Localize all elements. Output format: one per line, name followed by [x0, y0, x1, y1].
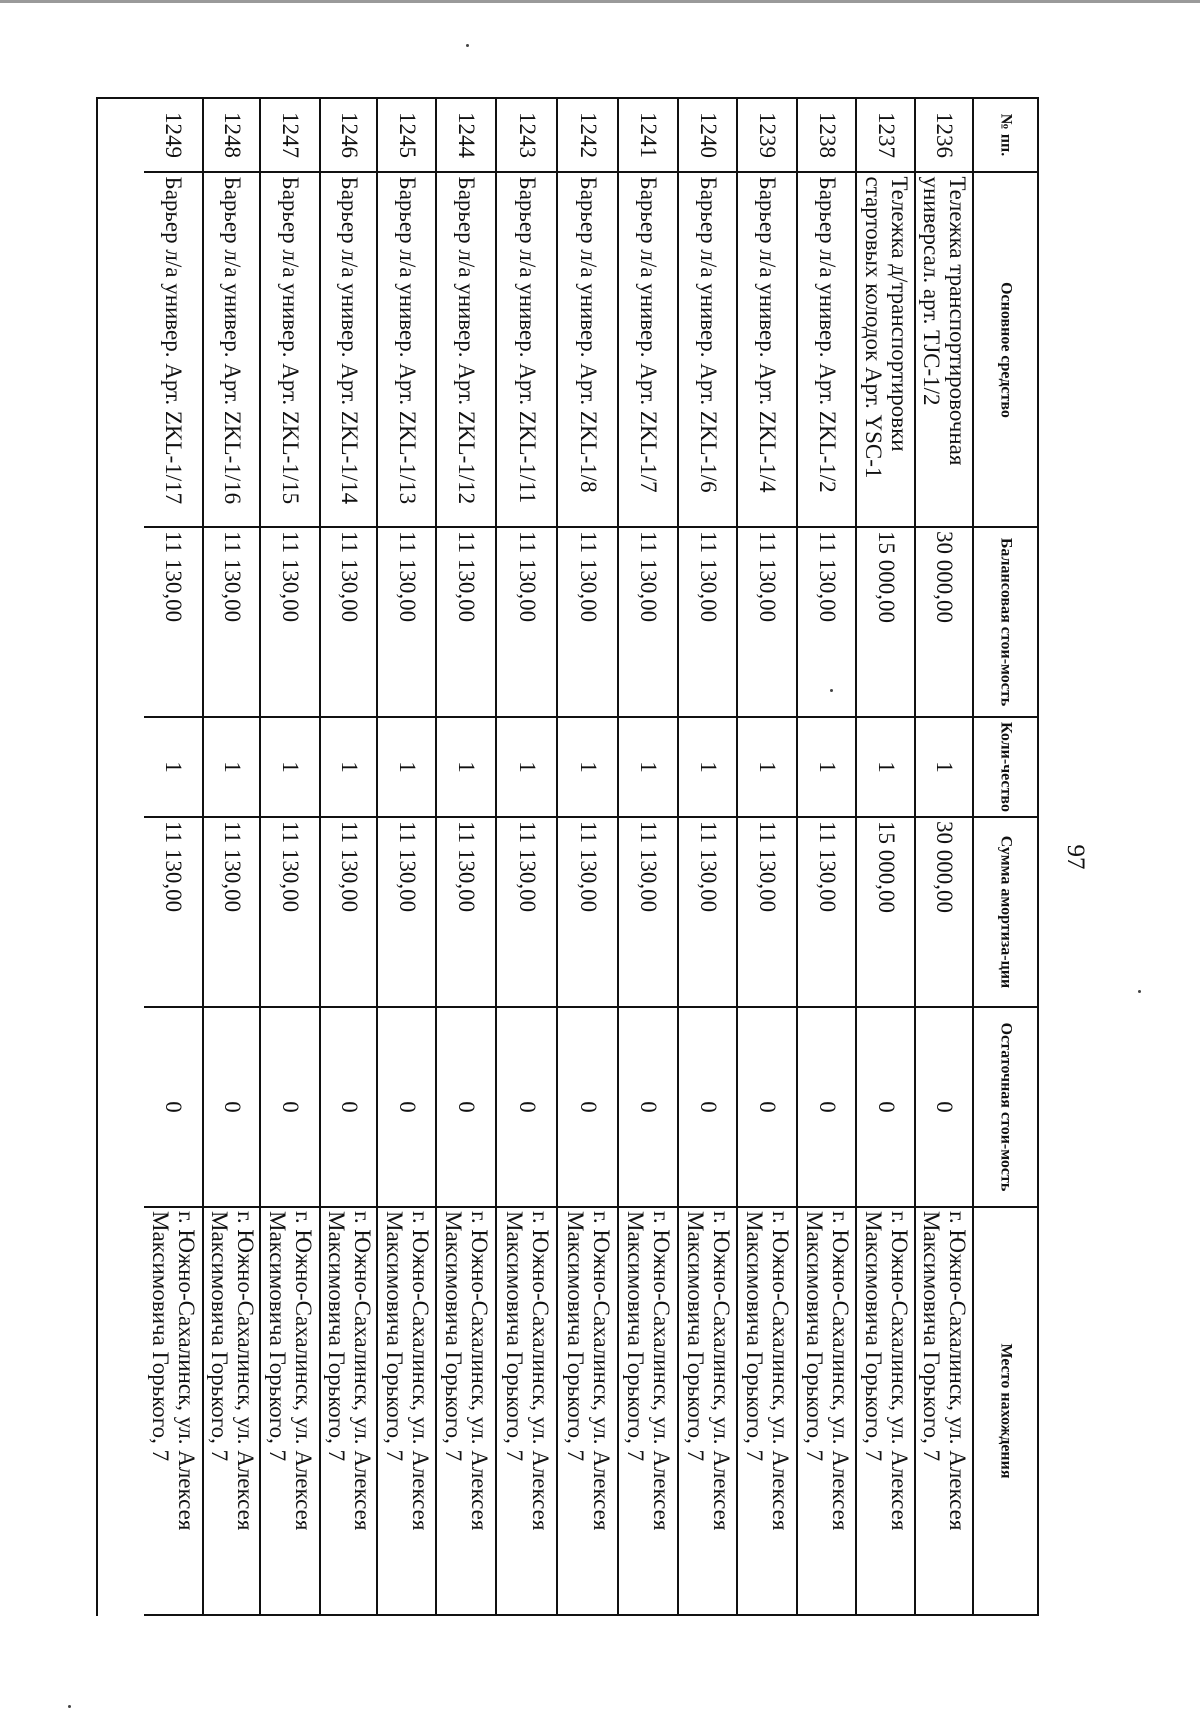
cell-place: [558, 1208, 617, 1616]
cell-amort: [204, 818, 259, 1008]
cell-name: [144, 173, 202, 528]
cell-place: [857, 1208, 914, 1616]
cell-name: [261, 173, 319, 528]
value-place: г. Южно-Сахалинск, ул. Алексея Максимовича Горького, 7: [323, 1211, 375, 1531]
value-residual: 0: [514, 1101, 540, 1113]
cell-qty: [558, 718, 617, 818]
value-balance: 11 130,00: [755, 531, 780, 623]
cell-balance: [619, 528, 677, 718]
cell-balance: [857, 528, 914, 718]
value-num: 1246: [336, 112, 362, 158]
cell-qty: [204, 718, 259, 818]
cell-qty: [798, 718, 855, 818]
value-residual: 0: [278, 1101, 303, 1113]
cell-name: [857, 173, 914, 528]
value-name: Барьер л/а универ. Арт. ZKL-1/12: [454, 176, 479, 504]
cell-name: [497, 173, 556, 528]
value-name: Барьер л/а универ. Арт. ZKL-1/8: [575, 176, 601, 493]
value-balance: 11 130,00: [454, 531, 479, 623]
cell-amort: [679, 818, 736, 1008]
cell-num: [204, 99, 259, 173]
cell-amort: [378, 818, 435, 1008]
value-name: Тележка транспортировочная универсал. арт. TJC-1/2: [919, 176, 970, 465]
cell-balance: [437, 528, 495, 718]
table-row: [558, 99, 619, 1616]
cell-residual: [261, 1008, 319, 1208]
value-amort: 11 130,00: [219, 821, 245, 913]
value-balance: 30 000,00: [932, 531, 957, 623]
cell-amort: [321, 818, 376, 1008]
cell-balance: [738, 528, 796, 718]
value-residual: 0: [161, 1101, 186, 1113]
table-row: [261, 99, 321, 1616]
value-qty: 1: [454, 761, 479, 773]
table-row: [497, 99, 558, 1616]
header-cell-name: [974, 173, 1037, 528]
cell-name: [437, 173, 495, 528]
value-num: 1239: [755, 112, 780, 158]
value-num: 1237: [873, 112, 899, 158]
value-residual: 0: [336, 1101, 362, 1113]
cell-num: [619, 99, 677, 173]
value-amort: 11 130,00: [636, 821, 661, 913]
value-name: Барьер л/а универ. Арт. ZKL-1/6: [695, 176, 721, 493]
cell-residual: [378, 1008, 435, 1208]
cell-num: [144, 99, 202, 173]
cell-num: [738, 99, 796, 173]
cell-amort: [497, 818, 556, 1008]
cell-residual: [437, 1008, 495, 1208]
value-amort: 11 130,00: [161, 821, 186, 913]
value-qty: 1: [636, 761, 661, 773]
value-qty: 1: [695, 761, 721, 773]
cell-num: [437, 99, 495, 173]
cell-place: [619, 1208, 677, 1616]
value-place: г. Южно-Сахалинск, ул. Алексея Максимовича Горького, 7: [441, 1211, 492, 1531]
cell-amort: [558, 818, 617, 1008]
cell-num: [857, 99, 914, 173]
value-place: г. Южно-Сахалинск, ул. Алексея Максимовича Горького, 7: [148, 1211, 199, 1531]
value-amort: 11 130,00: [695, 821, 721, 913]
value-amort: 11 130,00: [336, 821, 362, 913]
value-balance: 11 130,00: [336, 531, 362, 623]
cell-residual: [144, 1008, 202, 1208]
value-amort: 30 000,00: [932, 821, 957, 913]
cell-name: [738, 173, 796, 528]
value-amort: 11 130,00: [278, 821, 303, 913]
table-row: [144, 99, 204, 1616]
value-place: г. Южно-Сахалинск, ул. Алексея Максимовича Горького, 7: [562, 1211, 614, 1531]
value-num: 1236: [932, 112, 957, 158]
value-balance: 11 130,00: [814, 531, 840, 623]
cell-name: [798, 173, 855, 528]
value-residual: 0: [755, 1101, 780, 1113]
value-balance: 11 130,00: [695, 531, 721, 623]
value-name: Тележка д/транспортировки стартовых колодок Арт. YSC-1: [860, 176, 912, 478]
value-qty: 1: [873, 761, 899, 773]
cell-num: [378, 99, 435, 173]
value-place: г. Южно-Сахалинск, ул. Алексея Максимовича Горького, 7: [381, 1211, 433, 1531]
cell-balance: [378, 528, 435, 718]
value-qty: 1: [575, 761, 601, 773]
table-row: [204, 99, 261, 1616]
header-cell-place: [974, 1208, 1037, 1616]
value-residual: 0: [873, 1101, 899, 1113]
cell-amort: [144, 818, 202, 1008]
cell-place: [261, 1208, 319, 1616]
value-place: г. Южно-Сахалинск, ул. Алексея Максимовича Горького, 7: [206, 1211, 258, 1531]
assets-table: [96, 97, 1039, 1616]
cell-amort: [619, 818, 677, 1008]
value-place: г. Южно-Сахалинск, ул. Алексея Максимовича Горького, 7: [860, 1211, 912, 1531]
cell-qty: [144, 718, 202, 818]
cell-place: [798, 1208, 855, 1616]
value-balance: 11 130,00: [278, 531, 303, 623]
value-num: 1238: [814, 112, 840, 158]
value-num: 1244: [454, 112, 479, 158]
value-amort: 11 130,00: [755, 821, 780, 913]
header-cell-amort: [974, 818, 1037, 1008]
cell-amort: [798, 818, 855, 1008]
value-amort: 11 130,00: [814, 821, 840, 913]
cell-num: [321, 99, 376, 173]
scan-speck: [466, 44, 469, 47]
cell-qty: [679, 718, 736, 818]
table-row: [916, 99, 974, 1616]
value-qty: 1: [755, 761, 780, 773]
cell-balance: [679, 528, 736, 718]
cell-balance: [558, 528, 617, 718]
table-row: [619, 99, 679, 1616]
scan-speck: [830, 689, 833, 692]
value-num: 1249: [161, 112, 186, 158]
value-qty: 1: [161, 761, 186, 773]
cell-qty: [378, 718, 435, 818]
table-row: [679, 99, 738, 1616]
cell-name: [619, 173, 677, 528]
cell-balance: [916, 528, 972, 718]
cell-amort: [916, 818, 972, 1008]
value-name: Барьер л/а универ. Арт. ZKL-1/13: [394, 176, 420, 504]
value-amort: 11 130,00: [514, 821, 540, 913]
table-row: [738, 99, 798, 1616]
value-qty: 1: [278, 761, 303, 773]
cell-residual: [679, 1008, 736, 1208]
header-label-place: Место нахождения: [997, 1343, 1014, 1479]
header-label-name: Основное средство: [997, 281, 1014, 418]
cell-qty: [738, 718, 796, 818]
value-name: Барьер л/а универ. Арт. ZKL-1/15: [278, 176, 303, 504]
cell-place: [497, 1208, 556, 1616]
value-residual: 0: [932, 1101, 957, 1113]
value-name: Барьер л/а универ. Арт. ZKL-1/4: [755, 176, 780, 493]
value-place: г. Южно-Сахалинск, ул. Алексея Максимовича Горького, 7: [742, 1211, 793, 1531]
value-place: г. Южно-Сахалинск, ул. Алексея Максимовича Горького, 7: [623, 1211, 674, 1531]
value-num: 1243: [514, 112, 540, 158]
cell-balance: [798, 528, 855, 718]
cell-balance: [321, 528, 376, 718]
value-num: 1248: [219, 112, 245, 158]
value-balance: 11 130,00: [161, 531, 186, 623]
value-balance: 11 130,00: [575, 531, 601, 623]
cell-balance: [497, 528, 556, 718]
cell-qty: [619, 718, 677, 818]
cell-name: [204, 173, 259, 528]
cell-amort: [738, 818, 796, 1008]
cell-residual: [204, 1008, 259, 1208]
value-qty: 1: [932, 761, 957, 773]
value-residual: 0: [219, 1101, 245, 1113]
value-num: 1240: [695, 112, 721, 158]
scan-speck: [68, 1705, 71, 1708]
cell-place: [204, 1208, 259, 1616]
value-residual: 0: [814, 1101, 840, 1113]
value-balance: 11 130,00: [219, 531, 245, 623]
cell-qty: [857, 718, 914, 818]
page-number: 97: [1062, 844, 1089, 870]
cell-num: [497, 99, 556, 173]
cell-place: [378, 1208, 435, 1616]
cell-residual: [857, 1008, 914, 1208]
cell-qty: [261, 718, 319, 818]
value-qty: 1: [514, 761, 540, 773]
value-num: 1242: [575, 112, 601, 158]
cell-num: [916, 99, 972, 173]
value-name: Барьер л/а универ. Арт. ZKL-1/7: [636, 176, 661, 493]
value-place: г. Южно-Сахалинск, ул. Алексея Максимовича Горького, 7: [682, 1211, 734, 1531]
cell-residual: [916, 1008, 972, 1208]
header-cell-residual: [974, 1008, 1037, 1208]
cell-qty: [321, 718, 376, 818]
value-place: г. Южно-Сахалинск, ул. Алексея Максимовича Горького, 7: [919, 1211, 970, 1531]
cell-place: [437, 1208, 495, 1616]
header-label-qty: Коли-чество: [997, 722, 1014, 812]
value-amort: 11 130,00: [394, 821, 420, 913]
value-place: г. Южно-Сахалинск, ул. Алексея Максимовича Горького, 7: [801, 1211, 853, 1531]
header-label-residual: Остаточная стои-мость: [997, 1022, 1014, 1192]
table-header-row: [974, 99, 1039, 1616]
header-label-amort: Сумма амортиза-ции: [997, 835, 1014, 989]
value-balance: 11 130,00: [394, 531, 420, 623]
cell-residual: [497, 1008, 556, 1208]
cell-name: [558, 173, 617, 528]
value-qty: 1: [394, 761, 420, 773]
table-row: [321, 99, 378, 1616]
header-cell-num: [974, 99, 1037, 173]
cell-num: [261, 99, 319, 173]
cell-name: [916, 173, 972, 528]
cell-amort: [857, 818, 914, 1008]
table-row: [798, 99, 857, 1616]
cell-residual: [738, 1008, 796, 1208]
cell-qty: [916, 718, 972, 818]
cell-num: [798, 99, 855, 173]
cell-amort: [261, 818, 319, 1008]
cell-amort: [437, 818, 495, 1008]
value-residual: 0: [695, 1101, 721, 1113]
value-num: 1241: [636, 112, 661, 158]
value-num: 1247: [278, 112, 303, 158]
scan-top-edge: [0, 0, 1200, 3]
value-residual: 0: [394, 1101, 420, 1113]
cell-balance: [261, 528, 319, 718]
value-qty: 1: [219, 761, 245, 773]
value-num: 1245: [394, 112, 420, 158]
cell-num: [679, 99, 736, 173]
value-residual: 0: [575, 1101, 601, 1113]
cell-residual: [798, 1008, 855, 1208]
cell-name: [679, 173, 736, 528]
value-name: Барьер л/а универ. Арт. ZKL-1/16: [219, 176, 245, 504]
value-qty: 1: [336, 761, 362, 773]
table-row: [378, 99, 437, 1616]
cell-balance: [144, 528, 202, 718]
value-name: Барьер л/а универ. Арт. ZKL-1/2: [814, 176, 840, 493]
cell-residual: [558, 1008, 617, 1208]
table-row: [437, 99, 497, 1616]
cell-residual: [619, 1008, 677, 1208]
scan-speck: [1138, 990, 1141, 993]
cell-name: [378, 173, 435, 528]
value-name: Барьер л/а универ. Арт. ZKL-1/14: [336, 176, 362, 504]
value-balance: 11 130,00: [636, 531, 661, 623]
value-qty: 1: [814, 761, 840, 773]
cell-num: [558, 99, 617, 173]
cell-place: [321, 1208, 376, 1616]
cell-qty: [497, 718, 556, 818]
value-amort: 11 130,00: [575, 821, 601, 913]
cell-name: [321, 173, 376, 528]
cell-qty: [437, 718, 495, 818]
header-label-num: № пп.: [997, 113, 1014, 157]
value-name: Барьер л/а универ. Арт. ZKL-1/17: [161, 176, 186, 504]
header-label-balance: Балансовая стои-мость: [997, 537, 1014, 707]
cell-place: [738, 1208, 796, 1616]
cell-place: [916, 1208, 972, 1616]
value-amort: 11 130,00: [454, 821, 479, 913]
value-amort: 15 000,00: [873, 821, 899, 913]
value-balance: 11 130,00: [514, 531, 540, 623]
value-residual: 0: [454, 1101, 479, 1113]
value-place: г. Южно-Сахалинск, ул. Алексея Максимовича Горького, 7: [501, 1211, 553, 1531]
cell-residual: [321, 1008, 376, 1208]
cell-place: [679, 1208, 736, 1616]
value-residual: 0: [636, 1101, 661, 1113]
cell-place: [144, 1208, 202, 1616]
header-cell-balance: [974, 528, 1037, 718]
value-balance: 15 000,00: [873, 531, 899, 623]
table-row: [857, 99, 916, 1616]
header-cell-qty: [974, 718, 1037, 818]
cell-balance: [204, 528, 259, 718]
value-place: г. Южно-Сахалинск, ул. Алексея Максимовича Горького, 7: [265, 1211, 316, 1531]
value-name: Барьер л/а универ. Арт. ZKL-1/11: [514, 176, 540, 503]
